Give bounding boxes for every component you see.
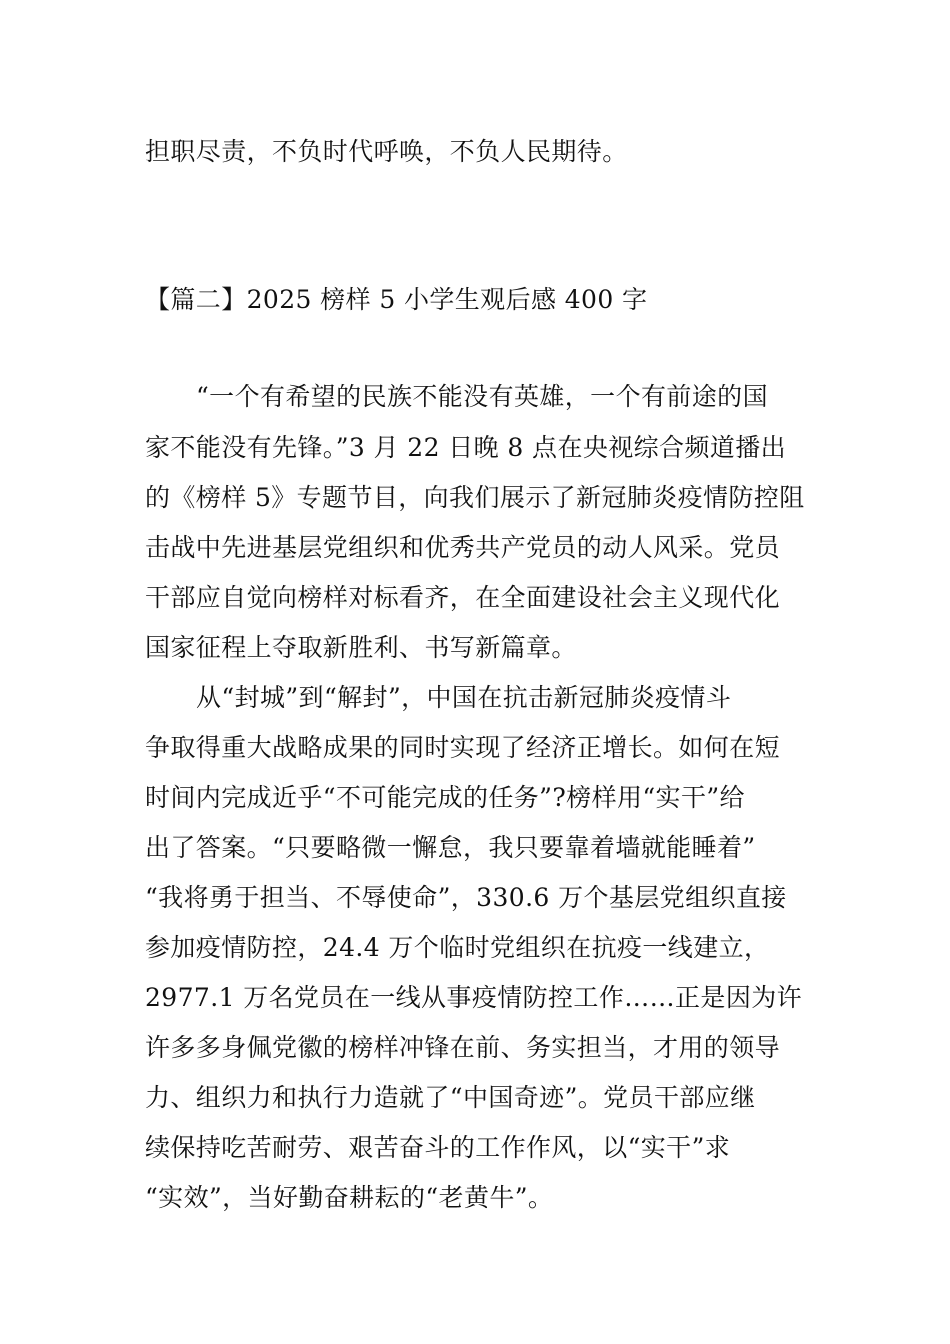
paragraph-1-line: 的《榜样 5》专题节目，向我们展示了新冠肺炎疫情防控阻 bbox=[145, 483, 805, 512]
paragraph-2-line: 续保持吃苦耐劳、艰苦奋斗的工作作风，以“实干”求 bbox=[145, 1133, 731, 1162]
paragraph-1-line: 干部应自觉向榜样对标看齐，在全面建设社会主义现代化 bbox=[145, 583, 781, 612]
paragraph-2-line: 许多多身佩党徽的榜样冲锋在前、务实担当，才用的领导 bbox=[145, 1033, 781, 1062]
paragraph-2-line: 2977.1 万名党员在一线从事疫情防控工作……正是因为许 bbox=[145, 983, 803, 1012]
paragraph-2-line: 争取得重大战略成果的同时实现了经济正增长。如何在短 bbox=[145, 733, 781, 762]
paragraph-1-line: 击战中先进基层党组织和优秀共产党员的动人风采。党员 bbox=[145, 533, 781, 562]
paragraph-2-line: 时间内完成近乎“不可能完成的任务”?榜样用“实干”给 bbox=[145, 783, 745, 812]
paragraph-2-line: 参加疫情防控，24.4 万个临时党组织在抗疫一线建立， bbox=[145, 933, 770, 962]
paragraph-1-line: 家不能没有先锋。”3 月 22 日晚 8 点在央视综合频道播出 bbox=[145, 433, 787, 462]
paragraph-2-line: 出了答案。“只要略微一懈怠，我只要靠着墙就能睡着” bbox=[145, 833, 756, 862]
paragraph-1-line: 国家征程上夺取新胜利、书写新篇章。 bbox=[145, 633, 577, 662]
top-fragment-line: 担职尽责，不负时代呼唤，不负人民期待。 bbox=[145, 137, 628, 166]
paragraph-2-line: 力、组织力和执行力造就了“中国奇迹”。党员干部应继 bbox=[145, 1083, 756, 1112]
section-title: 【篇二】2025 榜样 5 小学生观后感 400 字 bbox=[145, 285, 648, 314]
paragraph-2-line: “我将勇于担当、不辱使命”，330.6 万个基层党组织直接 bbox=[145, 883, 787, 912]
paragraph-2-line: 从“封城”到“解封”，中国在抗击新冠肺炎疫情斗 bbox=[196, 683, 732, 712]
paragraph-2-line: “实效”，当好勤奋耕耘的“老黄牛”。 bbox=[145, 1183, 554, 1212]
paragraph-1-line: “一个有希望的民族不能没有英雄，一个有前途的国 bbox=[196, 382, 768, 411]
